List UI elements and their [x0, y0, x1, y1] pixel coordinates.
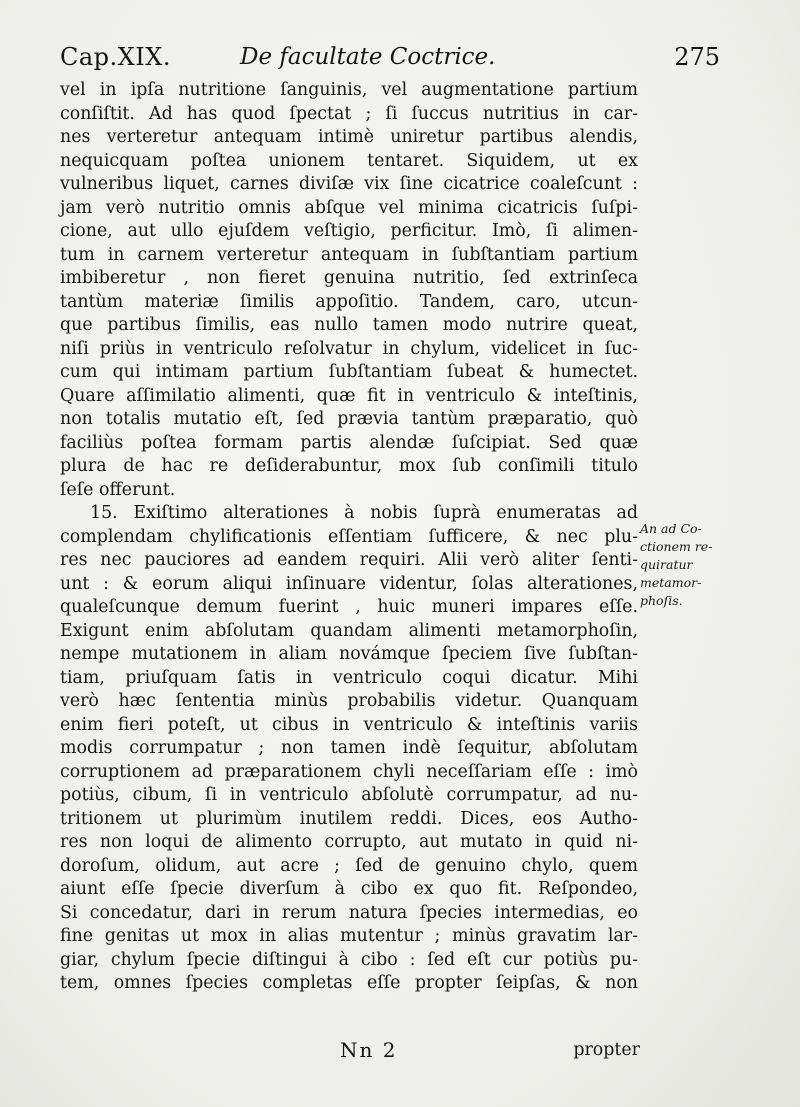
- text-line: Quare aſſimilatio alimenti, quæ fit in ventriculo & inteſtinis,: [60, 385, 638, 406]
- text-line: cum qui intimam partium ſubſtantiam ſubeat & humectet.: [60, 362, 638, 382]
- text-line: tem, omnes ſpecies completas eſſe propter ſeipſas, & non: [60, 973, 638, 993]
- text-line: giar, chylum ſpecie diſtingui à cibo : ſed eſt cur potiùs pu-: [60, 949, 638, 970]
- margin-note-line: metamor-: [640, 575, 702, 590]
- text-line: 15. Exiſtimo alterationes à nobis ſuprà enumeratas ad: [90, 503, 638, 523]
- text-line: res nec pauciores ad eandem requiri. Alii verò aliter ſenti-: [60, 550, 638, 570]
- text-line: conſiſtit. Ad has quod ſpectat ; ſi ſuccus nutritius in car-: [60, 103, 638, 124]
- text-line: tantùm materiæ ſimilis appoſitio. Tandem, caro, utcun-: [60, 291, 638, 312]
- margin-note-line: quiratur: [640, 557, 693, 572]
- text-line: jam verò nutritio omnis abſque vel minima cicatricis ſuſpi-: [60, 197, 638, 218]
- text-line: modis corrumpatur ; non tamen indè ſequitur, abſolutam: [60, 738, 638, 758]
- text-line: Exigunt enim abſolutam quandam alimenti metamorphoſin,: [60, 620, 638, 641]
- text-line: plura de hac re deſiderabuntur, mox ſub conſimili titulo: [60, 456, 638, 476]
- text-line: que partibus ſimilis, eas nullo tamen modo nutrire queat,: [60, 315, 638, 335]
- text-line: qualeſcunque demum fuerint , huic muneri impares eſſe.: [60, 597, 638, 617]
- text-line: aiunt eſſe ſpecie diverſum à cibo ex quo fit. Reſpondeo,: [60, 879, 638, 899]
- text-line: complendam chylificationis eſſentiam ſufficere, & nec plu-: [60, 526, 638, 547]
- chapter-label: Cap.XIX.: [60, 43, 171, 71]
- text-line: Si concedatur, dari in rerum natura ſpecies intermedias, eo: [60, 902, 638, 923]
- text-line: tiam, priuſquam ſatis in ventriculo coqui dicatur. Mihi: [60, 667, 638, 688]
- text-line: vulneribus liquet, carnes diviſæ vix ſine cicatrice coaleſcunt :: [60, 174, 638, 194]
- text-line: fine genitas ut mox in alias mutentur ; minùs gravatim lar-: [60, 926, 638, 946]
- text-line: verò hæc ſententia minùs probabilis videtur. Quanquam: [60, 691, 638, 711]
- text-line: imbiberetur , non fieret genuina nutritio, ſed extrinſeca: [60, 268, 638, 288]
- running-title: De facultate Coctrice.: [240, 44, 496, 70]
- text-line: ſeſe offerunt.: [60, 479, 176, 500]
- text-line: nequicquam poſtea unionem tentaret. Siquidem, ut ex: [60, 150, 638, 171]
- text-line: nes verteretur antequam intimè uniretur partibus alendis,: [60, 127, 638, 147]
- catchword: propter: [573, 1040, 640, 1060]
- body-text: [60, 79, 638, 996]
- margin-note-line: An ad Co-: [640, 521, 702, 536]
- margin-note: [640, 520, 760, 610]
- text-line: doroſum, olidum, aut acre ; ſed de genuino chylo, quem: [60, 855, 638, 876]
- text-line: unt : & eorum aliqui inſinuare videntur, ſolas alterationes,: [60, 573, 638, 594]
- signature-mark: Nn 2: [340, 1038, 398, 1062]
- text-line: vel in ipſa nutritione ſanguinis, vel augmentatione partium: [60, 80, 638, 100]
- text-line: enim fieri poteſt, ut cibus in ventriculo & inteſtinis variis: [60, 714, 638, 735]
- text-line: non totalis mutatio eſt, ſed prævia tantùm præparatio, quò: [60, 409, 638, 429]
- text-line: tum in carnem verteretur antequam in ſubſtantiam partium: [60, 244, 638, 265]
- text-line: corruptionem ad præparationem chyli neceſſariam eſſe : imò: [60, 761, 638, 782]
- text-line: niſi priùs in ventriculo reſolvatur in chylum, videlicet in ſuc-: [60, 338, 638, 359]
- text-line: faciliùs poſtea formam partis alendæ ſuſcipiat. Sed quæ: [60, 432, 638, 453]
- text-line: res non loqui de alimento corrupto, aut mutato in quid ni-: [60, 832, 638, 852]
- page-number: 275: [674, 43, 720, 71]
- margin-note-line: phoſis.: [640, 593, 683, 608]
- text-line: nempe mutationem in aliam novámque ſpeciem ſive ſubſtan-: [60, 644, 638, 664]
- running-head: [60, 40, 720, 74]
- margin-note-line: ctionem re-: [640, 539, 713, 554]
- text-line: potiùs, cibum, ſi in ventriculo abſolutè corrumpatur, ad nu-: [60, 785, 638, 805]
- text-line: tritionem ut plurimùm inutilem reddi. Dices, eos Autho-: [60, 808, 638, 829]
- text-line: cione, aut ullo ejuſdem veſtigio, perficitur. Imò, ſi alimen-: [60, 221, 638, 241]
